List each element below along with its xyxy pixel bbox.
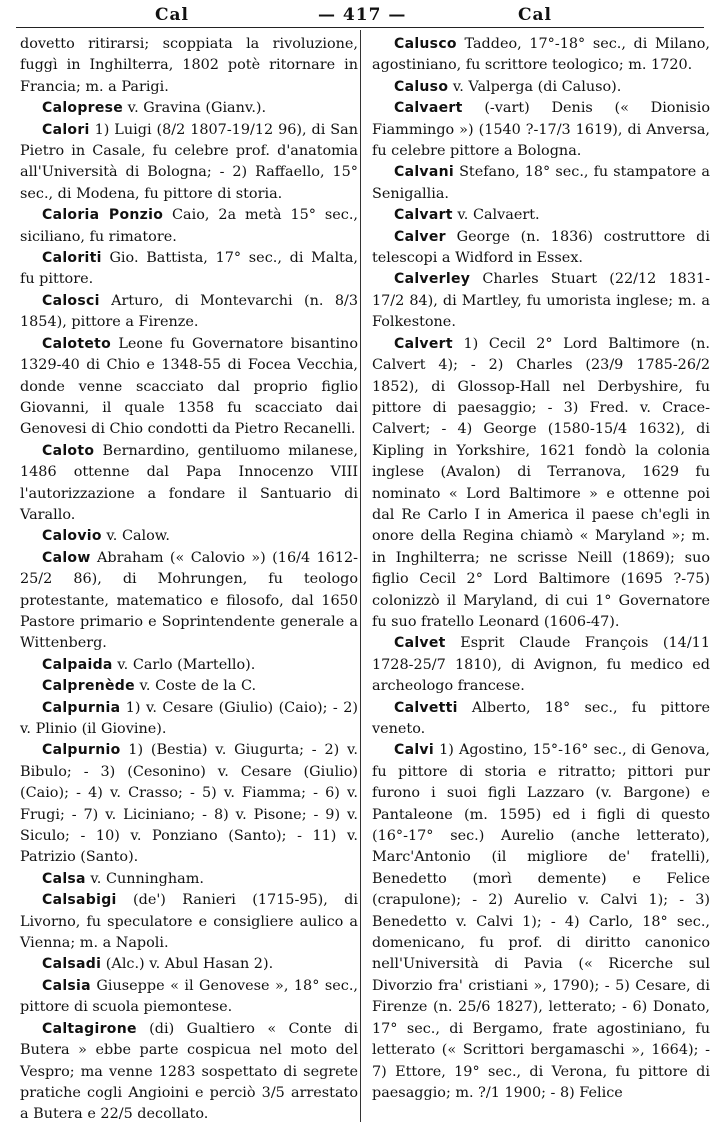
- dictionary-entry: [20, 441, 358, 527]
- entry-headword: Calvert: [394, 335, 453, 352]
- entry-headword: Calprenède: [42, 678, 135, 695]
- dictionary-entry: [20, 120, 358, 206]
- entry-text: 1) Agostino, 15°-16° sec., di Genova, fu pittore di storia e ritratto; pittori pur furono i suoi figli Lazzaro (v. Bargone) e Pantaleone (m. 1595) ed i figli di questo (16°-17° sec.) Aurelio (anche letterato), Marc'Antonio (il migliore de' fratelli), Benedetto (morì demente) e Felice (crapulone); - 2) Aurelio v. Calvi 1); - 3) Benedetto v. Calvi 1); - 4) Carlo, 18° sec., domenicano, fu prof. di diritto canonico nell'Università di Pavia (« Ricerche sul Divorzio fra' cristiani », 1790); - 5) Cesare, di Firenze (n. 25/6 1827), letterato; - 6) Donato, 17° sec., di Bergamo, frate agostiniano, fu letterato (« Scrittori bergamaschi », 1664); - 7) Ettore, 19° sec., di Verona, fu pittore di paesaggio; m. ?/1 1900; - 8) Felice: [372, 742, 710, 1101]
- dictionary-entry: [20, 890, 358, 954]
- entry-text: Gio. Battista, 17° sec., di Malta, fu pittore.: [20, 250, 358, 288]
- dictionary-entry: [20, 698, 358, 741]
- page-number: — 417 —: [318, 5, 407, 25]
- entry-headword: Caloria Ponzio: [42, 207, 164, 224]
- entry-headword: Caloteto: [42, 335, 112, 352]
- entry-text: v. Gravina (Gianv.).: [123, 100, 267, 117]
- entry-headword: Calvaert: [394, 100, 463, 117]
- entry-headword: Calvi: [394, 742, 434, 759]
- running-head-right: Cal: [518, 5, 553, 25]
- entry-headword: Calsia: [42, 977, 91, 994]
- entry-text: Giuseppe « il Genovese », 18° sec., pittore di scuola piemontese.: [20, 977, 358, 1016]
- entry-headword: Calow: [42, 549, 91, 566]
- entry-text: Caio, 2a metà 15° sec., siciliano, fu rimatore.: [20, 207, 358, 245]
- entry-text: dovetto ritirarsi; scoppiata la rivoluzione, fuggì in Inghilterra, 1802 potè ritornare in Francia; m. a Parigi.: [20, 36, 358, 95]
- entry-headword: Calori: [42, 121, 90, 138]
- entry-headword: Calverley: [394, 271, 471, 288]
- entry-text: 1) Cecil 2° Lord Baltimore (n. Calvert 4); - 2) Charles (23/9 1785-26/2 1852), di Glossop-Hall nel Derbyshire, fu pittore di paesaggio; - 3) Fred. v. Crace-Calvert; - 4) George (1580-15/4 1632), di Kipling in Yorkshire, 1621 fondò la colonia inglese (Avalon) di Terranova, 1629 fu nominato « Lord Baltimore » e ottenne poi dal Re Carlo I in America il paese ch'egli in onore della Regina chiamò « Maryland »; m. in Inghilterra; ne scrisse Neill (1869); suo figlio Cecil 2° Lord Baltimore (1695 ?-75) colonizzò il Maryland, di cui 1° Governatore fu suo fratello Leonard (1606-47).: [372, 335, 710, 630]
- entry-text: v. Calow.: [101, 528, 170, 545]
- entry-headword: Caloto: [42, 442, 95, 459]
- entry-text: v. Carlo (Martello).: [112, 656, 256, 673]
- dictionary-entry: [20, 976, 358, 1019]
- header-rule: [16, 27, 704, 28]
- entry-text: v. Valperga (di Caluso).: [448, 78, 622, 95]
- dictionary-entry: [20, 1019, 358, 1126]
- entry-text: Charles Stuart (22/12 1831-17/2 84), di Martley, fu umorista inglese; m. a Folkestone.: [372, 271, 710, 331]
- dictionary-entry: [372, 740, 710, 1104]
- dictionary-entry: [372, 269, 710, 333]
- dictionary-entry: [372, 98, 710, 162]
- entry-text: (di) Gualtiero « Conte di Butera » ebbe parte cospicua nel moto del Vespro; ma venne 1283 sospettato di segrete pratiche cogli Angioini e perciò 3/5 arrestato a Butera e 22/5 decollato.: [20, 1020, 358, 1123]
- entry-text: Taddeo, 17°-18° sec., di Milano, agostiniano, fu scrittore teologico; m. 1720.: [372, 36, 710, 74]
- dictionary-entry: [20, 291, 358, 334]
- entry-text: George (n. 1836) costruttore di telescopi a Widford in Essex.: [372, 228, 710, 267]
- dictionary-entry: [20, 740, 358, 868]
- entry-headword: Calvetti: [394, 699, 458, 716]
- entry-headword: Calver: [394, 228, 446, 245]
- entry-headword: Calusco: [394, 36, 457, 52]
- entry-headword: Caloprese: [42, 100, 124, 117]
- entry-headword: Caltagirone: [42, 1020, 137, 1037]
- column-divider: [360, 30, 361, 1122]
- dictionary-entry: [372, 34, 710, 77]
- entry-headword: Calvart: [394, 207, 453, 224]
- dictionary-entry: [372, 162, 710, 205]
- entry-headword: Calpurnio: [42, 742, 121, 759]
- entry-headword: Calpaida: [42, 656, 113, 673]
- dictionary-entry: [20, 954, 358, 975]
- entry-text: 1) Luigi (8/2 1807-19/12 96), di San Pietro in Casale, fu celebre prof. d'anatomia all'Università di Bologna; - 2) Raffaello, 15° sec., di Modena, fu pittore di storia.: [20, 121, 358, 202]
- left-column: [20, 34, 358, 1126]
- dictionary-entry: [20, 655, 358, 676]
- entry-text: Esprit Claude François (14/11 1728-25/7 1810), di Avignon, fu medico ed archeologo francese.: [372, 635, 710, 695]
- entry-headword: Calosci: [42, 292, 100, 309]
- dictionary-entry: [372, 334, 710, 634]
- entry-text: Alberto, 18° sec., fu pittore veneto.: [372, 699, 710, 737]
- entry-headword: Calvani: [394, 164, 454, 181]
- running-head-left: Cal: [155, 5, 190, 25]
- entry-headword: Calsabigi: [42, 892, 117, 909]
- entry-headword: Calpurnia: [42, 699, 121, 716]
- entry-text: Bernardino, gentiluomo milanese, 1486 ottenne dal Papa Innocenzo VIII l'autorizzazione a fondare il Santuario di Varallo.: [20, 442, 358, 523]
- right-column: [372, 34, 710, 1104]
- dictionary-entry: [372, 227, 710, 270]
- dictionary-entry: [20, 205, 358, 248]
- entry-text: Abraham (« Calovio ») (16/4 1612-25/2 86), di Mohrungen, fu teologo protestante, matematico e filosofo, dal 1650 Pastore primario e Soprintendente generale a Wittenberg.: [20, 549, 358, 652]
- dictionary-entry: [20, 676, 358, 697]
- entry-text: v. Calvaert.: [452, 207, 540, 224]
- entry-text: (de') Ranieri (1715-95), di Livorno, fu speculatore e consigliere aulico a Vienna; m. a Napoli.: [20, 892, 358, 952]
- entry-headword: Calsadi: [42, 956, 102, 973]
- entry-text: 1) v. Cesare (Giulio) (Caio); - 2) v. Plinio (il Giovine).: [20, 699, 358, 737]
- dictionary-entry: [372, 633, 710, 697]
- entry-headword: Calovio: [42, 528, 102, 545]
- entry-text: (Alc.) v. Abul Hasan 2).: [101, 956, 274, 973]
- entry-text: (-vart) Denis (« Dionisio Fiammingo ») (1540 ?-17/3 1619), di Anversa, fu celebre pittore a Bologna.: [372, 100, 710, 160]
- entry-headword: Calvet: [394, 635, 446, 652]
- entry-text: v. Coste de la C.: [134, 678, 257, 695]
- dictionary-entry: [20, 869, 358, 890]
- dictionary-entry: [20, 334, 358, 441]
- dictionary-entry: [20, 98, 358, 119]
- entry-text: Arturo, di Montevarchi (n. 8/3 1854), pittore a Firenze.: [20, 292, 358, 331]
- dictionary-entry: [20, 526, 358, 547]
- entry-headword: Caluso: [394, 78, 449, 95]
- entry-headword: Caloriti: [42, 250, 102, 267]
- dictionary-entry: [20, 248, 358, 291]
- entry-text: 1) (Bestia) v. Giugurta; - 2) v. Bibulo; - 3) (Cesonino) v. Cesare (Giulio) (Caio); - 4) v. Crasso; - 5) v. Fiamma; - 6) v. Frugi; - 7) v. Liciniano; - 8) v. Pisone; - 9) v. Siculo; - 10) v. Ponziano (Santo); - 11) v. Patrizio (Santo).: [20, 742, 358, 866]
- entry-text: Stefano, 18° sec., fu stampatore a Senigallia.: [372, 164, 710, 202]
- dictionary-entry: [20, 548, 358, 655]
- page-header: [0, 0, 718, 30]
- entry-text: Leone fu Governatore bisantino 1329-40 di Chio e 1348-55 di Focea Vecchia, donde venne scacciato dal proprio figlio Giovanni, il quale 1358 fu scacciato dai Genovesi di Chio condotti da Pietro Recanelli.: [20, 335, 358, 438]
- dictionary-entry: [372, 698, 710, 741]
- entry-headword: Calsa: [42, 870, 86, 887]
- dictionary-entry: [20, 34, 358, 98]
- entry-text: v. Cunningham.: [85, 870, 204, 887]
- dictionary-entry: [372, 77, 710, 98]
- dictionary-entry: [372, 205, 710, 226]
